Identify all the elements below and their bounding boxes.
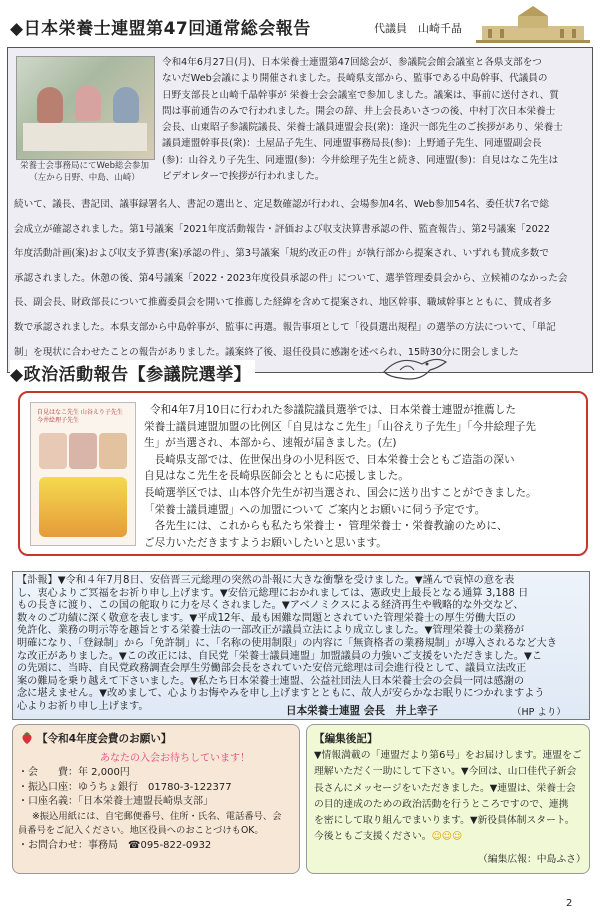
text-line: 各先生には、これからも私たち栄養士・ 管理栄養士・栄養教諭のために、: [144, 520, 508, 533]
text-line: 承認されました。休憩の後、第4号議案「2022・2023年度役員承認の件」について、選挙管理委員会から、立候補のなかった会: [14, 272, 568, 284]
section-title-election: ◆政治活動報告【参議院選挙】: [10, 360, 255, 385]
text-line: を密にして取り組んでまいります。▼新役員体制スタート。: [314, 815, 575, 827]
caption-line: 栄養士会事務局にてWeb総会参加: [19, 161, 150, 171]
text-line: 明確になり、「登録制」から「免許制」に、「名称の使用制限」の内容に「無資格者の業務規制」が導入されるなど大き: [17, 637, 557, 649]
fee-details: [18, 766, 294, 853]
text-line: 長崎選挙区では、山本啓介先生が初当選され、国会に送り出すことができました。: [144, 486, 537, 499]
editor-note-text: [314, 748, 586, 846]
text-line: 長崎県支部では、佐世保出身の小児科医で、日本栄養士会ともご造詣の深い: [144, 453, 515, 466]
text-line: 数で承認されました。本県支部から中島幹事が、監事に再選。報告事項として「役員選出規程」の選挙の方法について、「単記: [14, 321, 556, 333]
bird-icon: [380, 350, 452, 384]
text-line: [314, 829, 586, 845]
text-line: ビデオレターで挨拶が行われました。: [162, 171, 325, 183]
bank-value: ゆうちょ銀行 01780-3-122377: [78, 781, 232, 793]
text-line: 長さんにメッセージをいただきました。▼連盟は、栄養士会: [314, 782, 576, 794]
editor-note-title: 【編集後記】: [314, 733, 378, 745]
assembly-report-text-full: [14, 193, 586, 365]
text-line: ▼情報満載の「連盟だより第6号」をお届けします。連盟をご: [314, 750, 582, 761]
page-number: 2: [566, 898, 573, 909]
text-line: し、衷心よりご冥福をお祈り申し上げます。▼安倍元総理におかれましては、憲政史上最長となる通算 3,188 日: [17, 587, 529, 599]
fee-note-line: 員番号をご記入ください。地区役員へのおことづけもOK。: [18, 825, 264, 836]
fee-subtitle: あなたの入会お待ちしています！: [100, 753, 250, 764]
text-line: 自見はなこ先生を長崎県医師会とともに応援しました。: [144, 470, 409, 483]
fee-label: ・会 費：: [18, 767, 78, 778]
text-line: 制」を現状に合わせたことの報告がありました。議案終了後、退任役員に感謝を述べられ、15時30分に閉会しました: [14, 346, 519, 358]
text-line: 心よりお祈り申し上げます。: [17, 700, 149, 712]
text-line: ご尽力いただきますようお願いしたいと思います。: [144, 536, 387, 549]
meeting-photo: [16, 56, 155, 160]
photo-caption: [16, 160, 153, 184]
text-line: の先頭に、当時、自民党政務調査会厚生労働部会長をされていた安倍元総理は司会進行役として、議員立法改正: [17, 663, 527, 675]
leaflet-text: 自見はなこ先生 山谷えり子先生 今井絵理子先生: [37, 409, 123, 424]
text-line: 会長、山東昭子参議院議長、栄養士議員連盟会長(衆)：逢沢一郎先生のご挨拶があり、栄養士: [162, 122, 563, 134]
contact-row: [18, 839, 294, 854]
text-line: 栄養士議員連盟加盟の比例区「自見はなこ先生」「山谷えり子先生」「今井絵理子先: [144, 420, 536, 433]
obituary-source: （HP より）: [512, 707, 566, 718]
election-leaflet-image: [30, 402, 136, 546]
section-title-assembly: ◆日本栄養士連盟第47回通常総会報告: [10, 19, 311, 39]
text-line: 数々のご功績に深く敬意を表します。▼平成12年、最も困難な問題とされていた管理栄養士の厚生労働大臣の: [17, 612, 516, 624]
obituary-signature: 日本栄養士連盟 会長 井上幸子: [286, 705, 438, 717]
text-line: 案の難局を乗り越えて下さいました。▼私たち日本栄養士連盟、公益社団法人日本栄養士会の会員一同は感謝の: [17, 675, 525, 687]
text-line: 免許化、業務の明示等を趣旨とする栄養士法の一部改正が議員立法により成立しました。▼管理栄養士の業務が: [17, 625, 525, 637]
text-line: (参)：山谷えり子先生、同連盟(参)：今井絵理子先生と続き、同連盟(参)：自見はなこ先生は: [162, 154, 559, 166]
fee-value: 年 2,000円: [78, 767, 130, 778]
text-line-last: 今後ともご支援ください。: [314, 831, 432, 843]
contact-value: ☎095-822-0932: [128, 839, 212, 851]
text-line: 議員連盟幹事長(衆)：土屋品子先生、同連盟事務局長(参)：上野通子先生、同連盟副会長: [162, 138, 542, 150]
text-line: ないだWeb会議により開催されました。長崎県支部から、監事である中島幹事、代議員の: [162, 73, 548, 85]
bank-label: ・振込口座：: [18, 781, 78, 793]
text-line: 問は事前通告のみで行われました。開会の辞、井上会長あいさつの後、中村丁次日本栄養士: [162, 105, 556, 117]
strawberry-icon: [20, 731, 34, 745]
text-line: の目的達成のための政治活動を行うところですので、連携: [314, 798, 569, 810]
obituary-text: [17, 575, 585, 714]
text-line: 念に堪えません。▼改めまして、心よりお悔やみを申し上げますとともに、故人が安らかなお眠りにつかれますよう: [17, 688, 545, 700]
smiley-icons: ☺☺☺: [431, 831, 463, 843]
text-line: 続いて、議長、書記団、議事録署名人、書記の選出と、定足数確認が行われ、会場参加4名、Web参加54名、委任状7名で総: [14, 199, 549, 210]
fee-title: 【令和4年度会費のお願い】: [37, 733, 172, 745]
caption-line: （左から日野、中島、山崎）: [29, 173, 140, 183]
text-line: 会成立が確認されました。第1号議案「2021年度活動報告・評価および収支決算書承認の件、監査報告」、第2号議案「2022: [14, 223, 550, 235]
text-line: 「栄養士議員連盟」への加盟について ご案内とお願いに伺う予定です。: [144, 503, 486, 516]
text-line: な改正がありました。▼この改正には、自民党「栄養士議員連盟」加盟議員の力強いご支援をいただきました。▼こ: [17, 650, 543, 662]
assembly-report-text-right: [162, 55, 587, 185]
text-line: 令和4年6月27日(月)、日本栄養士連盟第47回総会が、参議院会館会議室と各県支部をつ: [162, 57, 542, 68]
text-line: 長、副会長、財政部長について推薦委員会を開いて推薦した経緯を含めて提案され、地区幹事、職域幹事とともに、賛成者多: [14, 297, 552, 309]
holder-label: ・口座名義：: [18, 796, 78, 807]
text-line: 年度活動計画(案)および収支予算書(案)承認の件」、第3号議案「規約改正の件」が執行部から提案され、いずれも賛成多数で: [14, 248, 549, 260]
text-line: 理解いただく一助にして下さい。▼今回は、山口佳代子新会: [314, 766, 577, 778]
text-line: 生」が当選され、本部から、速報が届きました。(左): [144, 437, 397, 450]
election-report-text: [144, 402, 580, 551]
editor-credit: （編集広報：中島ふさ）: [478, 854, 586, 865]
bank-row: [18, 781, 294, 796]
text-line: 日野支部長と山崎千晶幹事が 栄養士会会議室で参加しました。議案は、事前に送付され、質: [162, 89, 559, 101]
text-line: もの長きに渡り、この国の舵取りに力を尽くされました。▼アベノミクスによる経済再生や戦略的な外交など、: [17, 600, 524, 612]
author-name: 代議員 山崎千晶: [374, 22, 462, 35]
text-line: 令和4年7月10日に行われた参議院議員選挙では、日本栄養士連盟が推薦した: [150, 404, 516, 416]
fee-note-line: ※振込用紙には、自宅郵便番号、住所・氏名、電話番号、会: [32, 810, 282, 822]
text-line: 【訃報】▼令和４年7月8日、安倍晋三元総理の突然の訃報に大きな衝撃を受けました。▼謹んで哀悼の意を表: [17, 575, 515, 586]
holder-row: [18, 795, 294, 810]
diet-building-icon: [474, 4, 592, 44]
fee-row: [18, 766, 294, 781]
contact-label: ・お問合わせ：事務局: [18, 839, 118, 851]
holder-value: 「日本栄養士連盟長崎県支部」: [78, 796, 213, 807]
